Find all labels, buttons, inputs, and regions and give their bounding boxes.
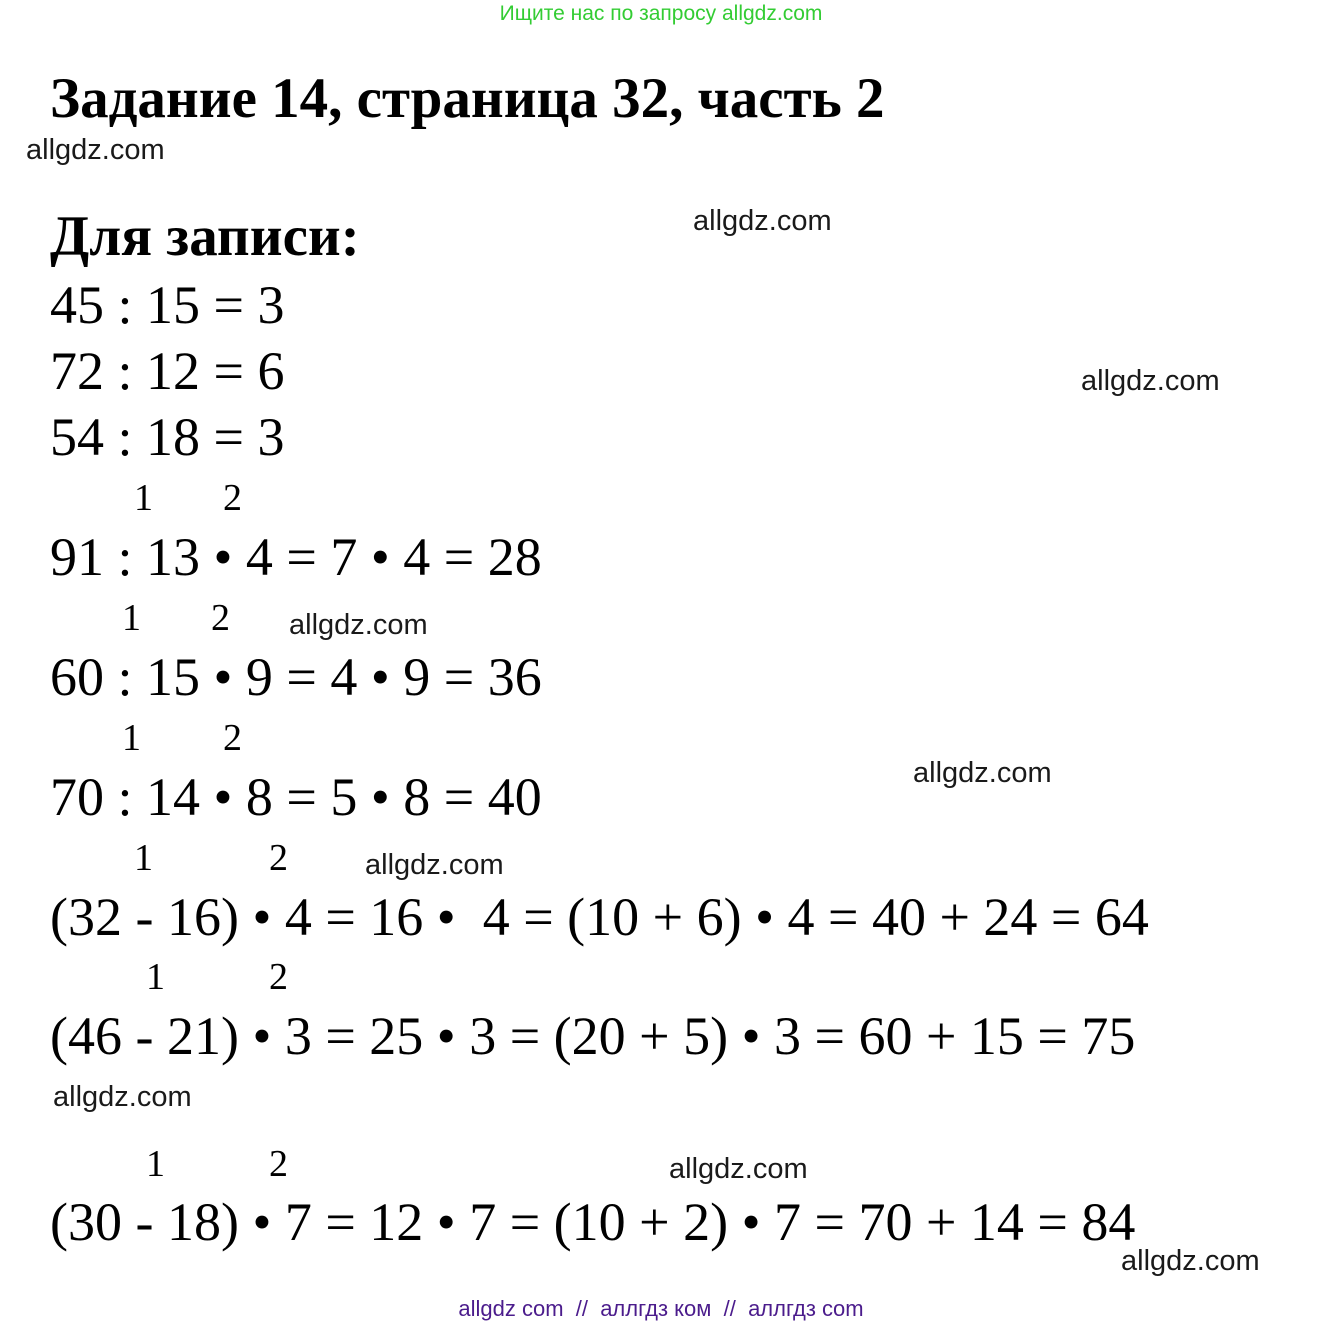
- step-number: 1: [134, 837, 153, 879]
- watermark: allgdz.com: [669, 1153, 808, 1185]
- watermark: allgdz.com: [1121, 1245, 1260, 1277]
- step-number: 2: [211, 597, 230, 639]
- top-search-banner: Ищите нас по запросу allgdz.com: [499, 2, 823, 25]
- equation-3: 54 : 18 = 3: [50, 407, 285, 467]
- equation-2: 72 : 12 = 6: [50, 341, 285, 401]
- equation-9: (30 - 18) • 7 = 12 • 7 = (10 + 2) • 7 = 70 + 14 = 84: [50, 1192, 1136, 1252]
- step-number: 2: [223, 717, 242, 759]
- step-number: 2: [269, 956, 288, 998]
- equation-8: (46 - 21) • 3 = 25 • 3 = (20 + 5) • 3 = 60 + 15 = 75: [50, 1006, 1136, 1066]
- watermark: allgdz.com: [365, 849, 504, 881]
- watermark: allgdz.com: [913, 757, 1052, 789]
- step-number: 2: [223, 477, 242, 519]
- step-number: 2: [269, 1143, 288, 1185]
- equation-1: 45 : 15 = 3: [50, 275, 285, 335]
- step-number: 1: [146, 1143, 165, 1185]
- watermark: allgdz.com: [289, 609, 428, 641]
- step-number: 2: [269, 837, 288, 879]
- page-title: Задание 14, страница 32, часть 2: [50, 67, 885, 130]
- step-number: 1: [122, 717, 141, 759]
- equation-5: 60 : 15 • 9 = 4 • 9 = 36: [50, 647, 542, 707]
- watermark: allgdz.com: [53, 1081, 192, 1113]
- equation-7: (32 - 16) • 4 = 16 • 4 = (10 + 6) • 4 = 40 + 24 = 64: [50, 887, 1149, 947]
- watermark: allgdz.com: [26, 134, 165, 166]
- footer-credits: allgdz com // аллгдз ком // аллгдз com: [458, 1296, 864, 1321]
- step-number: 1: [134, 477, 153, 519]
- step-number: 1: [122, 597, 141, 639]
- watermark: allgdz.com: [1081, 365, 1220, 397]
- equation-4: 91 : 13 • 4 = 7 • 4 = 28: [50, 527, 542, 587]
- step-number: 1: [146, 956, 165, 998]
- section-heading: Для записи:: [50, 205, 360, 268]
- watermark: allgdz.com: [693, 205, 832, 237]
- equation-6: 70 : 14 • 8 = 5 • 8 = 40: [50, 767, 542, 827]
